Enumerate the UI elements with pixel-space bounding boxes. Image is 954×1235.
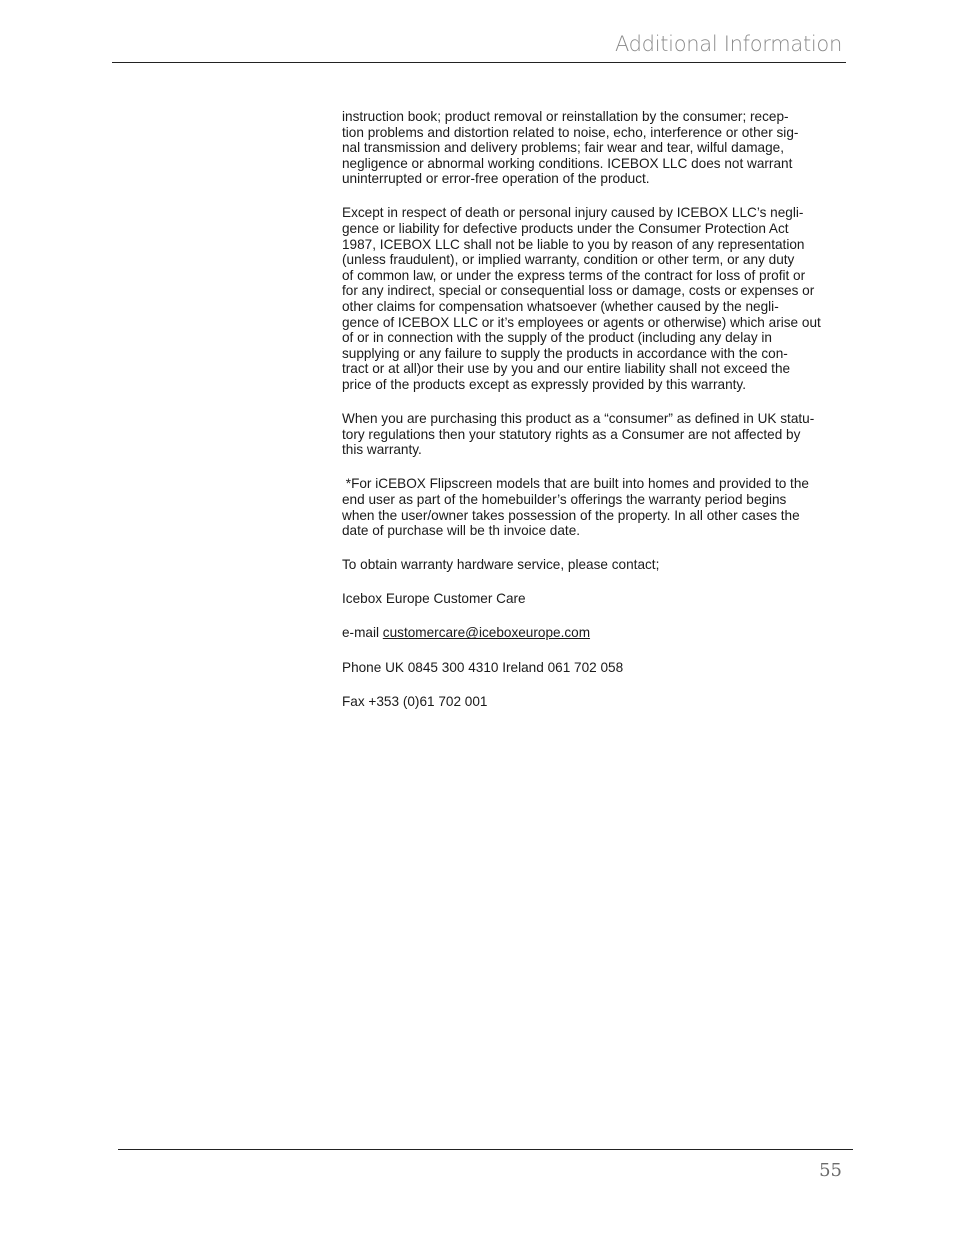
text-line: (unless fraudulent), or implied warranty, condition or other term, or any duty [342,252,795,268]
text-line: tion problems and distortion related to noise, echo, interference or other sig- [342,124,799,140]
text-line: other claims for compensation whatsoever (whether caused by the negli- [342,299,779,315]
running-header-title: Additional Information [614,32,842,56]
paragraph-obtain-service [342,557,842,573]
text-line: tory regulations then your statutory rights as a Consumer are not affected by [342,426,801,442]
email-link[interactable]: customercare@iceboxeurope.com [382,625,591,641]
text-line: gence or liability for defective products under the Consumer Protection Act [342,221,789,237]
phone-line: Phone UK 0845 300 4310 Ireland 061 702 058 [342,659,624,675]
text-line: price of the products except as expressly provided by this warranty. [342,377,746,392]
text-line: *For iCEBOX Flipscreen models that are built into homes and provided to the [342,476,809,492]
paragraph-statutory-rights [342,411,842,458]
text-line: date of purchase will be th invoice date. [342,523,581,539]
text-line: To obtain warranty hardware service, please contact; [342,557,660,573]
fax-line: Fax +353 (0)61 702 001 [342,693,488,709]
text-line: of common law, or under the express terms of the contract for loss of profit or [342,267,806,283]
email-prefix: e-mail [342,625,383,641]
text-line: of or in connection with the supply of the product (including any delay in [342,330,772,346]
body-column [342,109,842,728]
text-line: end user as part of the homebuilder’s offerings the warranty period begins [342,491,787,507]
text-line: for any indirect, special or consequential loss or damage, costs or expenses or [342,283,815,299]
text-line: gence of ICEBOX LLC or it’s employees or agents or otherwise) which arise out [342,314,821,330]
text-line: When you are purchasing this product as a “consumer” as defined in UK statu- [342,411,815,427]
text-line: nal transmission and delivery problems; fair wear and tear, wilful damage, [342,140,785,156]
paragraph-warranty-exclusions [342,109,842,187]
contact-phone [342,660,842,676]
header-rule [112,62,846,63]
page-number: 55 [819,1160,842,1181]
text-line: 1987, ICEBOX LLC shall not be liable to you by reason of any representation [342,236,805,252]
contact-email [342,625,842,641]
text-line: instruction book; product removal or reinstallation by the consumer; recep- [342,109,789,124]
footer-rule [118,1149,853,1150]
paragraph-flipscreen-note [342,476,842,538]
text-line: when the user/owner takes possession of the property. In all other cases the [342,507,800,523]
text-line: negligence or abnormal working conditions. ICEBOX LLC does not warrant [342,155,793,171]
text-line: Except in respect of death or personal injury caused by ICEBOX LLC’s negli- [342,205,804,221]
text-line: supplying or any failure to supply the products in accordance with the con- [342,345,788,361]
text-line: tract or at all)or their use by you and our entire liability shall not exceed the [342,361,791,377]
text-line: this warranty. [342,442,422,458]
paragraph-liability [342,205,842,392]
paragraph-customer-care [342,591,842,607]
email-line [342,625,842,641]
text-line: uninterrupted or error-free operation of the product. [342,171,650,187]
contact-fax [342,694,842,710]
text-line: Icebox Europe Customer Care [342,591,526,607]
